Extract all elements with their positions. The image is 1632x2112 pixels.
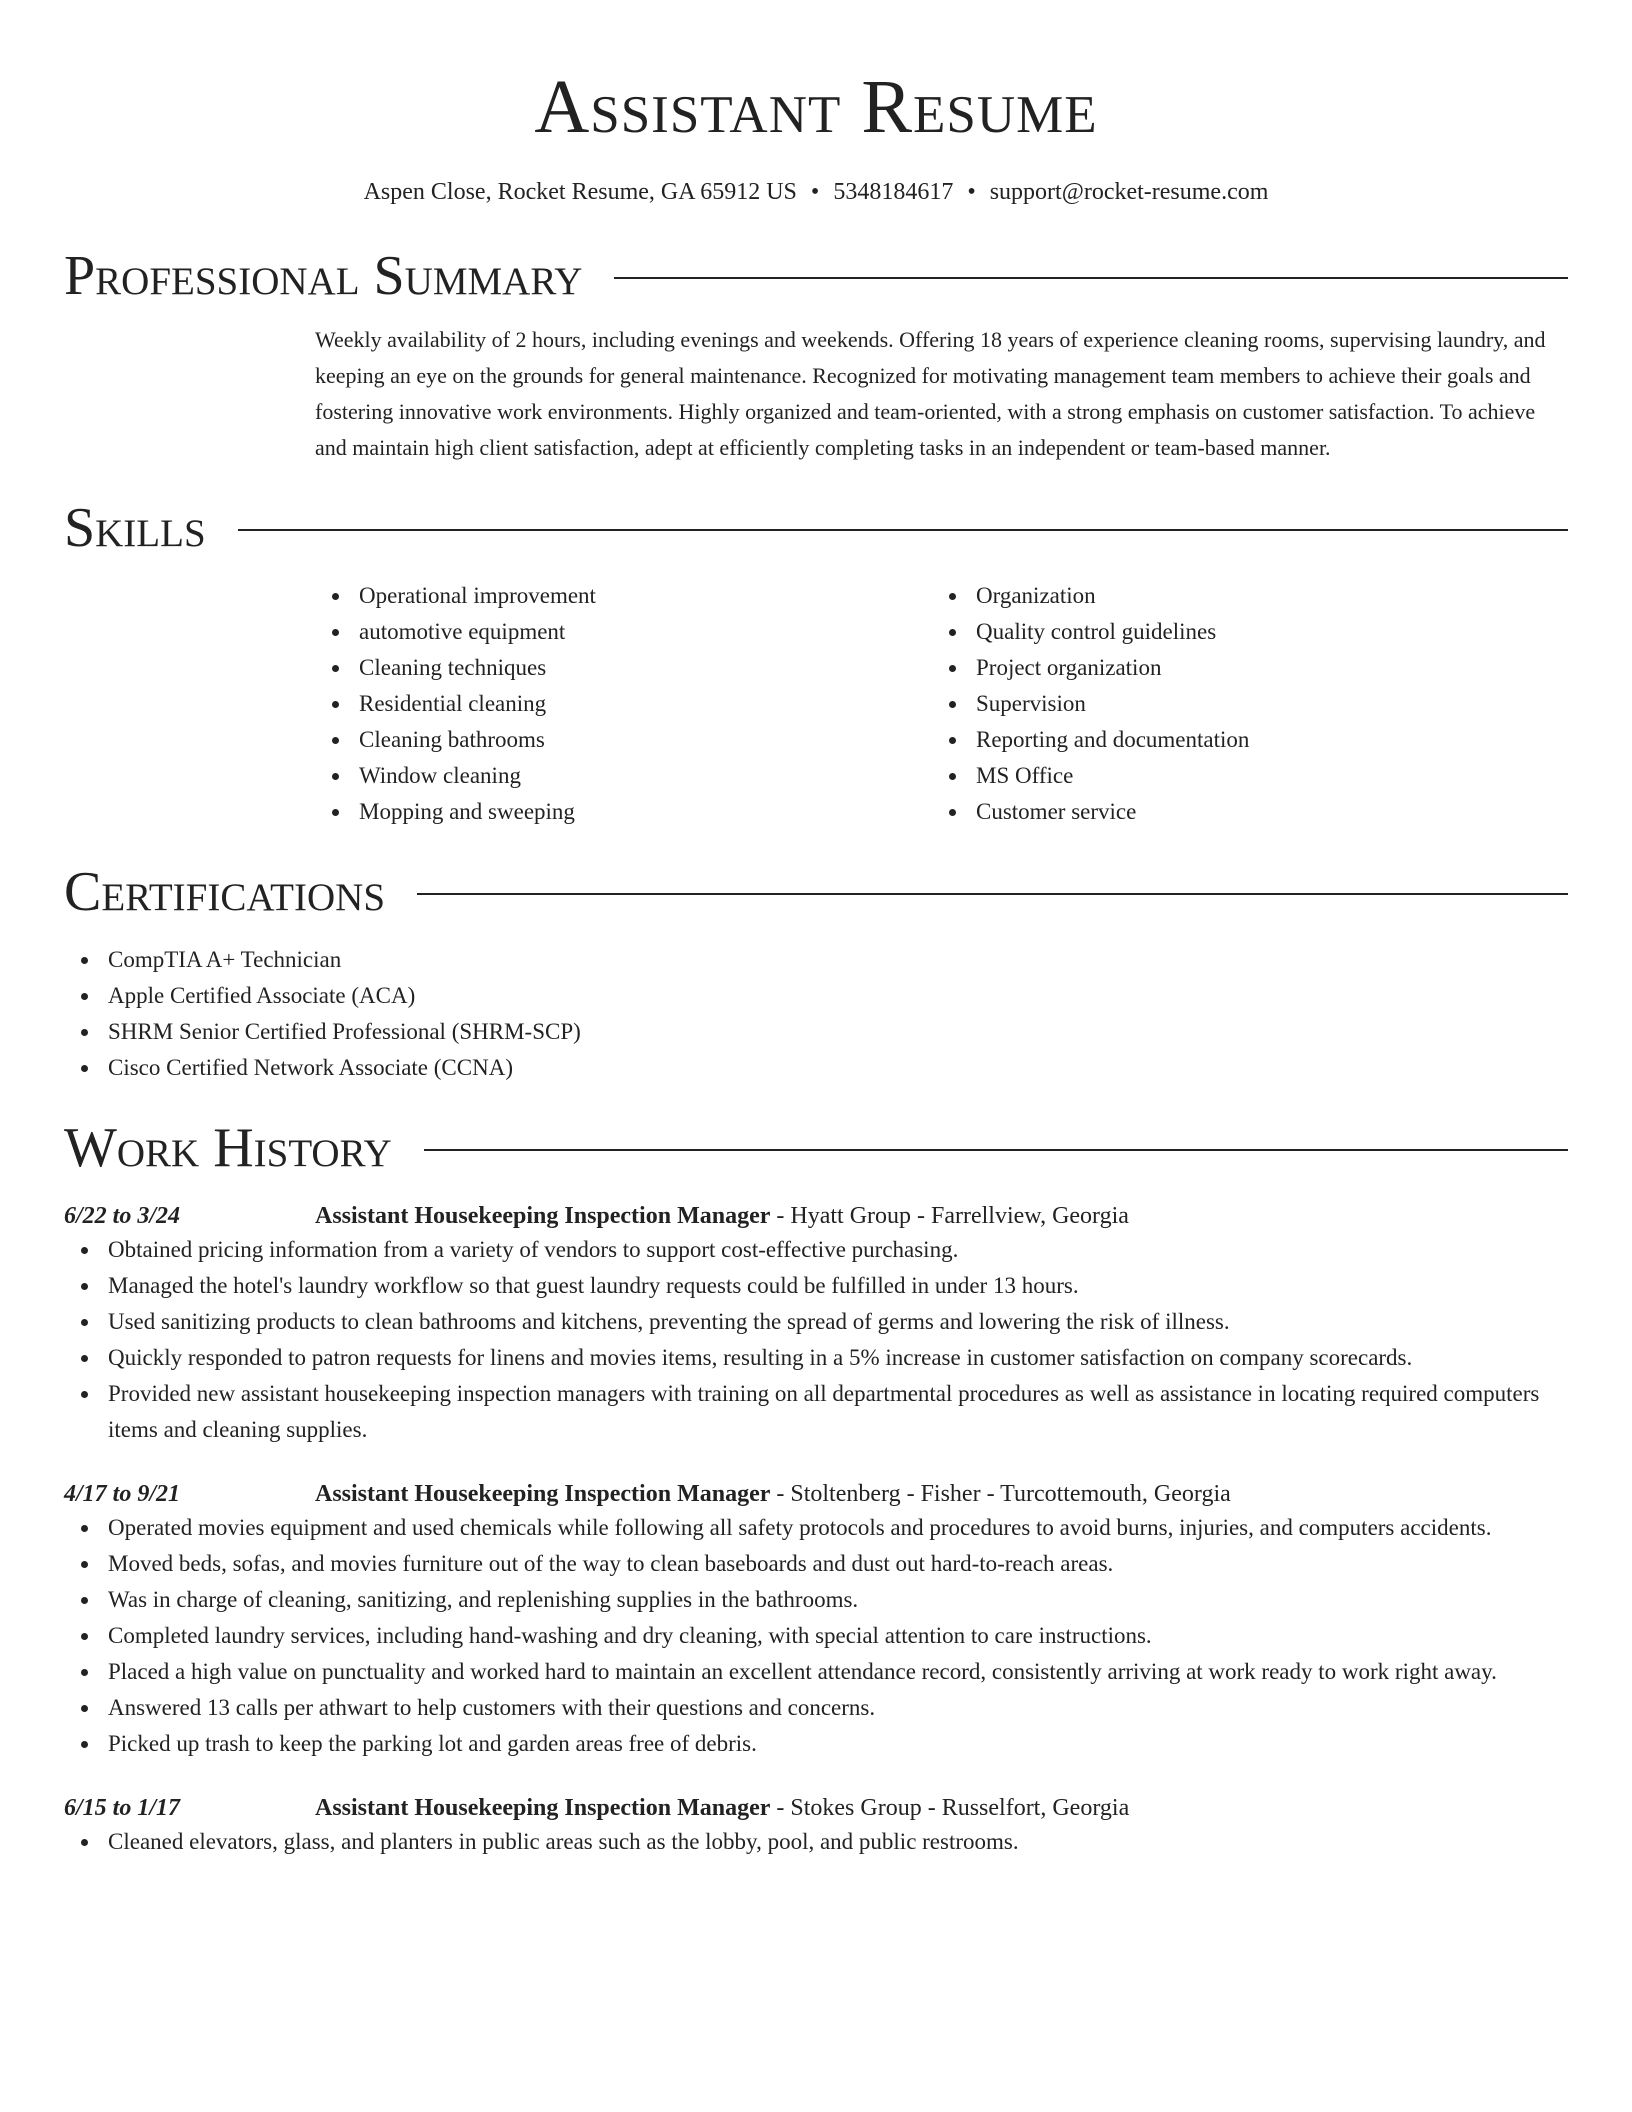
skill-item: Reporting and documentation bbox=[932, 722, 1549, 758]
resume-header bbox=[0, 0, 1632, 208]
certifications-section bbox=[64, 860, 1568, 1086]
address: Aspen Close, Rocket Resume, GA 65912 US bbox=[363, 179, 797, 205]
job-employer: - Hyatt Group - Farrellview, Georgia bbox=[770, 1203, 1129, 1229]
job-dates: 4/17 to 9/21 bbox=[64, 1481, 181, 1507]
skill-item: Operational improvement bbox=[315, 578, 932, 614]
skill-item: Customer service bbox=[932, 794, 1549, 830]
job-bullet: Operated movies equipment and used chemicals while following all safety protocols and procedures to avoid burns, injuries, and computers accidents. bbox=[64, 1510, 1568, 1546]
job-entry bbox=[64, 1200, 1568, 1448]
skills-list-left bbox=[315, 578, 932, 830]
skill-item: Project organization bbox=[932, 650, 1549, 686]
skills-columns bbox=[315, 578, 1568, 830]
skills-list-right bbox=[932, 578, 1549, 830]
skill-item: Residential cleaning bbox=[315, 686, 932, 722]
separator-dot: • bbox=[810, 179, 820, 205]
certification-item: Apple Certified Associate (ACA) bbox=[64, 978, 1568, 1014]
section-title: Professional Summary bbox=[64, 245, 583, 307]
job-dates: 6/22 to 3/24 bbox=[64, 1203, 181, 1229]
skill-item: automotive equipment bbox=[315, 614, 932, 650]
job-entry bbox=[64, 1792, 1568, 1860]
job-bullet: Obtained pricing information from a variety of vendors to support cost-effective purchasing. bbox=[64, 1232, 1568, 1268]
job-bullet: Cleaned elevators, glass, and planters in public areas such as the lobby, pool, and public restrooms. bbox=[64, 1824, 1568, 1860]
job-employer: - Stokes Group - Russelfort, Georgia bbox=[770, 1795, 1130, 1821]
resume-name: Assistant Resume bbox=[534, 65, 1098, 149]
skill-item: Quality control guidelines bbox=[932, 614, 1549, 650]
job-employer: - Stoltenberg - Fisher - Turcottemouth, Georgia bbox=[770, 1481, 1231, 1507]
job-dates: 6/15 to 1/17 bbox=[64, 1795, 181, 1821]
section-heading bbox=[64, 244, 1568, 308]
job-bullet: Completed laundry services, including hand-washing and dry cleaning, with special attention to care instructions. bbox=[64, 1618, 1568, 1654]
skill-item: Supervision bbox=[932, 686, 1549, 722]
job-bullet: Was in charge of cleaning, sanitizing, and replenishing supplies in the bathrooms. bbox=[64, 1582, 1568, 1618]
job-bullet: Quickly responded to patron requests for linens and movies items, resulting in a 5% increase in customer satisfaction on company scorecards. bbox=[64, 1340, 1568, 1376]
job-bullets bbox=[64, 1510, 1568, 1762]
section-heading bbox=[64, 1116, 1568, 1180]
job-title-line bbox=[315, 1200, 1568, 1232]
email: support@rocket-resume.com bbox=[989, 179, 1269, 205]
skill-item: Window cleaning bbox=[315, 758, 932, 794]
job-bullet: Answered 13 calls per athwart to help customers with their questions and concerns. bbox=[64, 1690, 1568, 1726]
section-title: Work History bbox=[64, 1117, 392, 1179]
skill-item: Mopping and sweeping bbox=[315, 794, 932, 830]
section-rule bbox=[417, 893, 1568, 895]
job-header bbox=[64, 1478, 1568, 1510]
job-entry bbox=[64, 1478, 1568, 1762]
job-bullet: Placed a high value on punctuality and worked hard to maintain an excellent attendance record, consistently arriving at work ready to work right away. bbox=[64, 1654, 1568, 1690]
skill-item: MS Office bbox=[932, 758, 1549, 794]
section-heading bbox=[64, 860, 1568, 924]
certification-item: Cisco Certified Network Associate (CCNA) bbox=[64, 1050, 1568, 1086]
section-rule bbox=[238, 529, 1568, 531]
section-rule bbox=[424, 1149, 1568, 1151]
skill-item: Organization bbox=[932, 578, 1549, 614]
job-bullet: Moved beds, sofas, and movies furniture out of the way to clean baseboards and dust out hard-to-reach areas. bbox=[64, 1546, 1568, 1582]
summary-section bbox=[64, 244, 1568, 466]
job-title: Assistant Housekeeping Inspection Manager bbox=[315, 1203, 771, 1229]
section-rule bbox=[614, 277, 1568, 279]
job-bullet: Used sanitizing products to clean bathrooms and kitchens, preventing the spread of germs and lowering the risk of illness. bbox=[64, 1304, 1568, 1340]
skill-item: Cleaning bathrooms bbox=[315, 722, 932, 758]
contact-line bbox=[0, 176, 1632, 208]
job-bullet: Managed the hotel's laundry workflow so that guest laundry requests could be fulfilled in under 13 hours. bbox=[64, 1268, 1568, 1304]
job-title: Assistant Housekeeping Inspection Manager bbox=[315, 1481, 771, 1507]
certifications-list bbox=[64, 942, 1568, 1086]
job-bullets bbox=[64, 1232, 1568, 1448]
job-bullet: Picked up trash to keep the parking lot and garden areas free of debris. bbox=[64, 1726, 1568, 1762]
certification-item: CompTIA A+ Technician bbox=[64, 942, 1568, 978]
summary-text: Weekly availability of 2 hours, including evenings and weekends. Offering 18 years of experience cleaning rooms, supervising laundry, and keeping an eye on the grounds for general maintenance. Recognized for motivating management team members to achieve their goals and fostering innovative work environments. Highly organized and team-oriented, with a strong emphasis on customer satisfaction. To achieve and maintain high client satisfaction, adept at efficiently completing tasks in an independent or team-based manner. bbox=[315, 327, 1546, 460]
job-title-line bbox=[315, 1792, 1568, 1824]
job-bullets bbox=[64, 1824, 1568, 1860]
skills-section bbox=[64, 496, 1568, 830]
skill-item: Cleaning techniques bbox=[315, 650, 932, 686]
job-bullet: Provided new assistant housekeeping inspection managers with training on all departmental procedures as well as assistance in locating required computers items and cleaning supplies. bbox=[64, 1376, 1568, 1448]
phone: 5348184617 bbox=[833, 179, 954, 205]
section-title: Skills bbox=[64, 497, 206, 559]
certification-item: SHRM Senior Certified Professional (SHRM-SCP) bbox=[64, 1014, 1568, 1050]
work-history-section bbox=[64, 1116, 1568, 1860]
job-title-line bbox=[315, 1478, 1568, 1510]
job-header bbox=[64, 1200, 1568, 1232]
section-title: Certifications bbox=[64, 861, 386, 923]
section-heading bbox=[64, 496, 1568, 560]
job-title: Assistant Housekeeping Inspection Manager bbox=[315, 1795, 771, 1821]
separator-dot: • bbox=[967, 179, 976, 205]
job-header bbox=[64, 1792, 1568, 1824]
